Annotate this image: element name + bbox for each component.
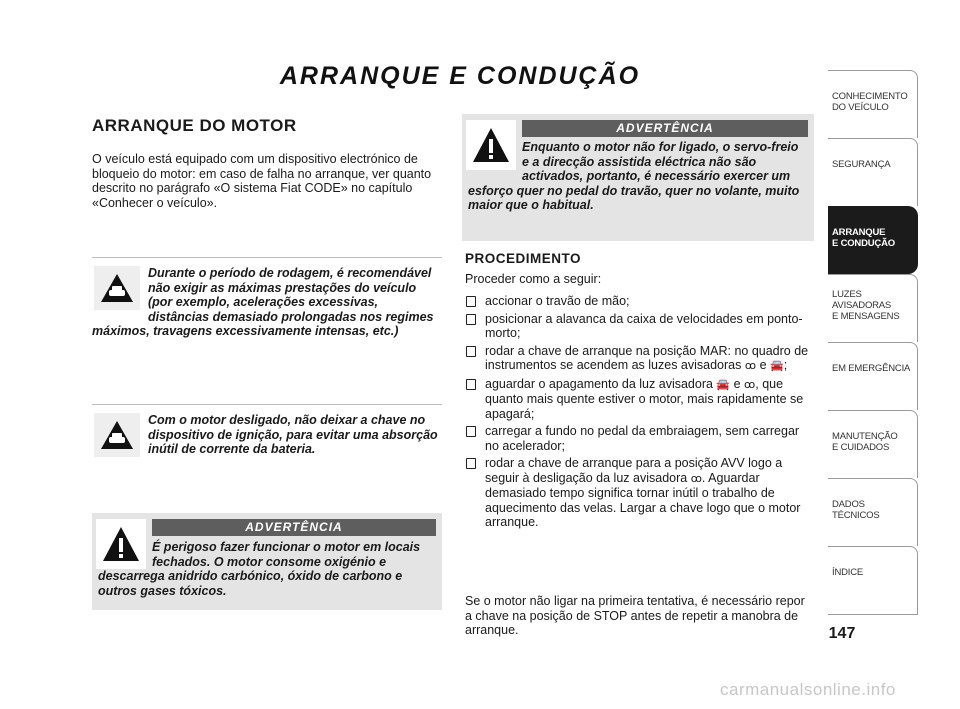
checkbox-bullet-icon	[466, 426, 476, 437]
checkbox-bullet-icon	[466, 346, 476, 357]
warning-label: ADVERTÊNCIA	[152, 519, 436, 536]
side-nav	[828, 70, 918, 615]
tab-conhecimento[interactable]: CONHECIMENTO DO VEÍCULO	[828, 70, 918, 138]
procedure-steps	[465, 294, 815, 533]
list-item: posicionar a alavanca da caixa de velocidades em ponto-morto;	[465, 312, 815, 341]
immobilizer-icon: 🚘	[716, 377, 731, 391]
checkbox-bullet-icon	[466, 458, 476, 469]
checkbox-bullet-icon	[466, 379, 476, 390]
immobilizer-icon: 🚘	[770, 359, 784, 372]
note-text: Durante o período de rodagem, é recomendável não exigir as máximas prestações do veículo (por exemplo, acelerações excessivas, distâncias demasiado prolongadas nos regimes máximos, travagens excessivamente intensas, etc.)	[92, 266, 434, 338]
warning-label: ADVERTÊNCIA	[522, 120, 808, 137]
checkbox-bullet-icon	[466, 296, 476, 307]
list-item: rodar a chave de arranque para a posição AVV logo a seguir à desligação da luz avisadora ꝏ. Aguardar demasiado tempo significa tornar inútil o trabalho de aquecimento das velas. Largar a chave logo que o motor arranque.	[465, 456, 815, 530]
warning-triangle-icon	[96, 519, 146, 569]
glow-plug-icon: ꝏ	[690, 471, 702, 485]
note-running-in	[92, 257, 442, 339]
glow-plug-icon: ꝏ	[744, 359, 757, 372]
list-item: aguardar o apagamento da luz avisadora 🚘 e ꝏ, que quanto mais quente estiver o motor, mais rapidamente se apagará;	[465, 377, 815, 422]
tab-luzes[interactable]: LUZES AVISADORAS E MENSAGENS	[828, 274, 918, 342]
checkbox-bullet-icon	[466, 314, 476, 325]
page-title: ARRANQUE E CONDUÇÃO	[279, 62, 641, 90]
note-text: Com o motor desligado, não deixar a chave no dispositivo de ignição, para evitar uma absorção inútil de corrente da bateria.	[148, 413, 438, 456]
tab-indice[interactable]: ÍNDICE	[828, 546, 918, 614]
tab-emergencia[interactable]: EM EMERGÊNCIA	[828, 342, 918, 410]
watermark: carmanualsonline.info	[720, 680, 896, 699]
glow-plug-icon: ꝏ	[744, 377, 756, 391]
list-item: carregar a fundo no pedal da embraiagem, sem carregar no acelerador;	[465, 424, 815, 453]
list-item: accionar o travão de mão;	[465, 294, 815, 309]
warning-box-right	[462, 114, 814, 241]
procedure-title: PROCEDIMENTO	[465, 251, 582, 266]
nav-divider	[828, 614, 918, 615]
page-number: 147	[828, 625, 856, 642]
note-key	[92, 404, 442, 457]
car-note-icon	[94, 413, 140, 457]
tab-dados[interactable]: DADOS TÉCNICOS	[828, 478, 918, 546]
warning-triangle-icon	[466, 120, 516, 170]
tab-arranque-active[interactable]: ARRANQUE E CONDUÇÃO	[828, 206, 918, 274]
tab-manutencao[interactable]: MANUTENÇÃO E CUIDADOS	[828, 410, 918, 478]
procedure-footer: Se o motor não ligar na primeira tentativa, é necessário repor a chave na posição de STOP antes de repetir a manobra de arranque.	[465, 594, 805, 637]
car-note-icon	[94, 266, 140, 310]
warning-text: Enquanto o motor não for ligado, o servo-freio e a direcção assistida eléctrica não são activados, portanto, é necessário exercer um esforço quer no pedal do travão, quer no volante, muito maior que o habitual.	[468, 140, 800, 212]
warning-box-left	[92, 513, 442, 610]
section-title: ARRANQUE DO MOTOR	[92, 116, 297, 135]
tab-seguranca[interactable]: SEGURANÇA	[828, 138, 918, 206]
list-item: rodar a chave de arranque na posição MAR: no quadro de instrumentos se acendem as luzes avisadoras ꝏ e 🚘;	[465, 344, 815, 374]
intro-paragraph: O veículo está equipado com um dispositivo electrónico de bloqueio do motor: em caso de falha no arranque, ver quanto descrito no parágrafo «O sistema Fiat CODE» no capítulo «Conhecer o veículo».	[92, 152, 432, 210]
warning-text: É perigoso fazer funcionar o motor em locais fechados. O motor consome oxigénio e descarrega anidrido carbónico, óxido de carbono e outros gases tóxicos.	[98, 540, 421, 598]
procedure-intro: Proceder como a seguir:	[465, 272, 602, 286]
